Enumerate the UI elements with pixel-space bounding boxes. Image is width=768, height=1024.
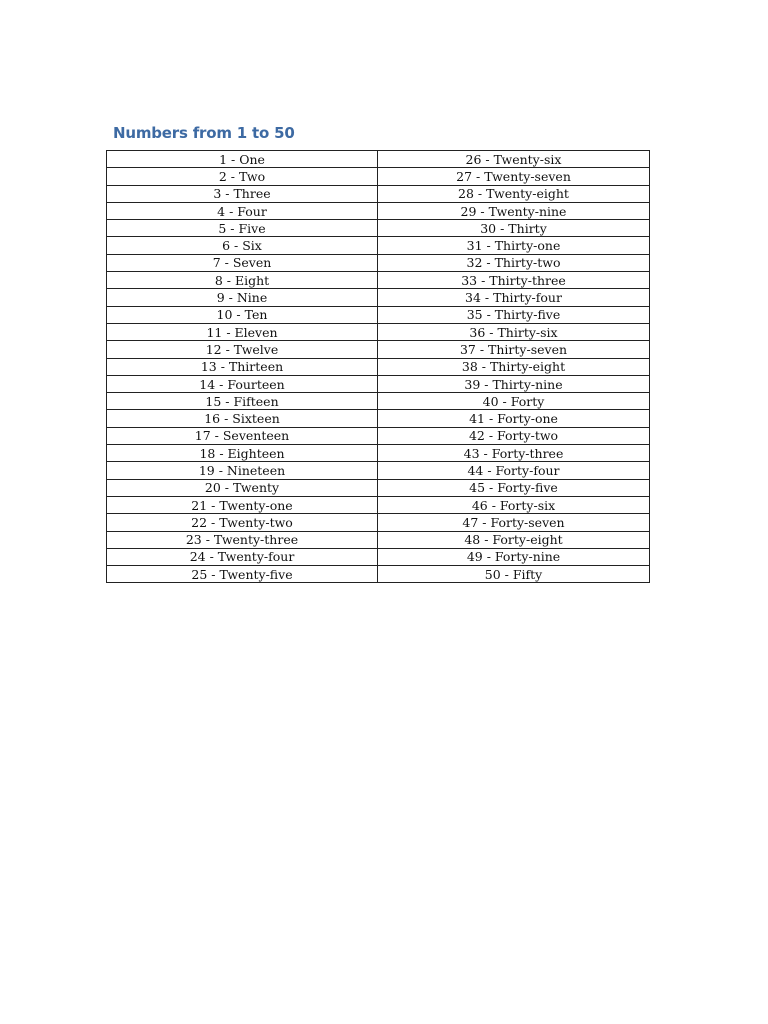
table-row [107, 445, 650, 462]
number-cell-right: 29 - Twenty-nine [378, 202, 650, 219]
number-cell-right: 32 - Thirty-two [378, 254, 650, 271]
number-cell-left: 24 - Twenty-four [107, 548, 378, 565]
number-cell-right: 40 - Forty [378, 393, 650, 410]
number-cell-left: 14 - Fourteen [107, 375, 378, 392]
table-row [107, 393, 650, 410]
table-row [107, 289, 650, 306]
number-cell-right: 33 - Thirty-three [378, 272, 650, 289]
table-row [107, 531, 650, 548]
number-cell-left: 10 - Ten [107, 306, 378, 323]
table-row [107, 306, 650, 323]
table-row [107, 375, 650, 392]
number-cell-left: 13 - Thirteen [107, 358, 378, 375]
number-cell-right: 49 - Forty-nine [378, 548, 650, 565]
number-cell-right: 31 - Thirty-one [378, 237, 650, 254]
table-row [107, 548, 650, 565]
number-cell-right: 45 - Forty-five [378, 479, 650, 496]
number-cell-right: 43 - Forty-three [378, 445, 650, 462]
table-row [107, 168, 650, 185]
number-cell-left: 3 - Three [107, 185, 378, 202]
table-row [107, 254, 650, 271]
number-cell-left: 25 - Twenty-five [107, 566, 378, 583]
number-cell-left: 4 - Four [107, 202, 378, 219]
number-cell-left: 18 - Eighteen [107, 445, 378, 462]
page-title: Numbers from 1 to 50 [113, 124, 295, 142]
table-row [107, 220, 650, 237]
number-cell-right: 47 - Forty-seven [378, 514, 650, 531]
table-row [107, 202, 650, 219]
number-cell-right: 28 - Twenty-eight [378, 185, 650, 202]
table-row [107, 358, 650, 375]
number-cell-right: 44 - Forty-four [378, 462, 650, 479]
number-cell-left: 8 - Eight [107, 272, 378, 289]
number-cell-left: 7 - Seven [107, 254, 378, 271]
number-cell-right: 41 - Forty-one [378, 410, 650, 427]
table-row [107, 514, 650, 531]
table-row [107, 237, 650, 254]
number-cell-left: 11 - Eleven [107, 323, 378, 340]
number-cell-right: 48 - Forty-eight [378, 531, 650, 548]
number-cell-right: 50 - Fifty [378, 566, 650, 583]
number-cell-left: 22 - Twenty-two [107, 514, 378, 531]
number-cell-left: 9 - Nine [107, 289, 378, 306]
number-cell-right: 35 - Thirty-five [378, 306, 650, 323]
table-row [107, 427, 650, 444]
number-cell-left: 20 - Twenty [107, 479, 378, 496]
table-row [107, 341, 650, 358]
table-row [107, 410, 650, 427]
number-cell-right: 46 - Forty-six [378, 496, 650, 513]
number-cell-right: 39 - Thirty-nine [378, 375, 650, 392]
number-cell-right: 34 - Thirty-four [378, 289, 650, 306]
numbers-table [106, 150, 650, 583]
table-row [107, 496, 650, 513]
number-cell-left: 16 - Sixteen [107, 410, 378, 427]
number-cell-right: 37 - Thirty-seven [378, 341, 650, 358]
number-cell-right: 30 - Thirty [378, 220, 650, 237]
number-cell-left: 17 - Seventeen [107, 427, 378, 444]
table-row [107, 462, 650, 479]
table-row [107, 272, 650, 289]
table-row [107, 323, 650, 340]
number-cell-left: 23 - Twenty-three [107, 531, 378, 548]
number-cell-right: 26 - Twenty-six [378, 151, 650, 168]
number-cell-left: 19 - Nineteen [107, 462, 378, 479]
number-cell-left: 2 - Two [107, 168, 378, 185]
number-cell-left: 21 - Twenty-one [107, 496, 378, 513]
number-cell-left: 12 - Twelve [107, 341, 378, 358]
table-row [107, 185, 650, 202]
number-cell-left: 5 - Five [107, 220, 378, 237]
table-row [107, 479, 650, 496]
number-cell-right: 38 - Thirty-eight [378, 358, 650, 375]
number-cell-right: 27 - Twenty-seven [378, 168, 650, 185]
number-cell-right: 36 - Thirty-six [378, 323, 650, 340]
number-cell-right: 42 - Forty-two [378, 427, 650, 444]
table-row [107, 151, 650, 168]
number-cell-left: 1 - One [107, 151, 378, 168]
number-cell-left: 6 - Six [107, 237, 378, 254]
table-row [107, 566, 650, 583]
numbers-table-body [107, 151, 650, 583]
number-cell-left: 15 - Fifteen [107, 393, 378, 410]
